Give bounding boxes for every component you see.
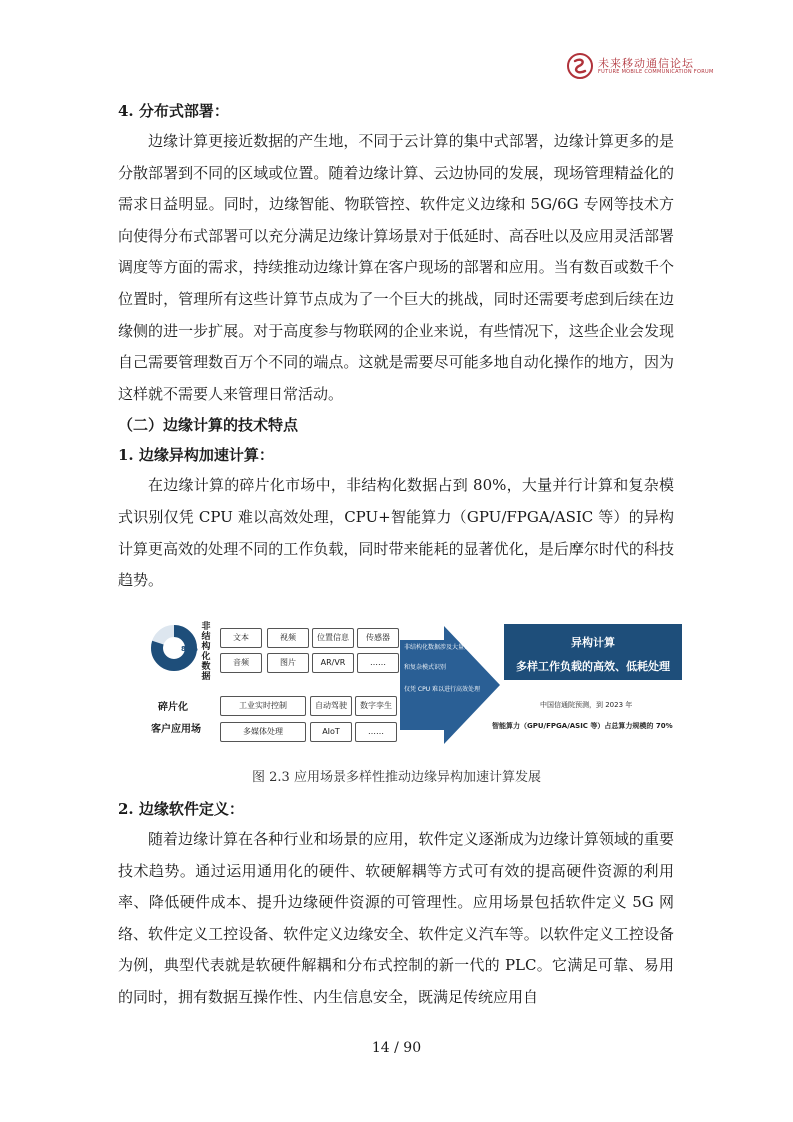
forum-logo-icon [566, 52, 594, 80]
logo-english-name: FUTURE MOBILE COMMUNICATION FORUM [598, 69, 714, 75]
paragraph-heterogeneous-computing: 在边缘计算的碎片化市场中，非结构化数据占到 80%，大量并行计算和复杂模式识别仅凭 CPU 难以高效处理，CPU+智能算力（GPU/FPGA/ASIC 等）的异构计算更高效的处理不同的工作负载，同时带来能耗的显著优化，是后摩尔时代的科技趋势。 [118, 476, 674, 590]
box-text: 文本 [220, 628, 262, 648]
main-content [118, 96, 674, 597]
box-video: 视频 [267, 628, 309, 648]
box-aiot: AIoT [310, 722, 352, 742]
prediction-line-2: 智能算力（GPU/FPGA/ASIC 等）占总算力规模的 70% [492, 722, 673, 730]
customer-scenario-label: 客户应用场 [151, 724, 201, 735]
box-image: 图片 [267, 653, 309, 673]
box-digital-twin: 数字孪生 [355, 696, 397, 716]
box-sensor: 传感器 [357, 628, 399, 648]
figure-heterogeneous-computing [148, 620, 688, 750]
box-multimedia: 多媒体处理 [220, 722, 306, 742]
heading-distributed-deployment: 4. 分布式部署： [118, 102, 229, 120]
unstructured-data-label: 非结构化数据 [201, 622, 211, 682]
arrow-text-3: 仅凭 CPU 难以进行高效处理 [404, 686, 481, 693]
fragmented-label: 碎片化 [158, 702, 188, 713]
heading-heterogeneous-computing: 1. 边缘异构加速计算： [118, 446, 274, 465]
box-more-bottom: …… [355, 722, 397, 742]
main-content-continued [118, 794, 674, 1014]
box-ar-vr: AR/VR [312, 653, 354, 673]
donut-percent-label: 80% [181, 645, 198, 653]
paragraph-distributed-deployment: 边缘计算更接近数据的产生地，不同于云计算的集中式部署，边缘计算更多的是分散部署到不同的区域或位置。随着边缘计算、云边协同的发展，现场管理精益化的需求日益明显。同时，边缘智能、物联管控、软件定义边缘和 5G/6G 专网等技术方向使得分布式部署可以充分满足边缘计算场景对于低延时、高吞吐以及应用灵活部署调度等方面的需求，持续推动边缘计算在客户现场的部署和应用。当有数百或数千个位置时，管理所有这些计算节点成为了一个巨大的挑战，同时还需要考虑到后续在边缘侧的进一步扩展。对于高度参与物联网的企业来说，有些情况下，这些企业会发现自己需要管理数百万个不同的端点。这就是需要尽可能多地自动化操作的地方，因为这样就不需要人来管理日常活动。 [118, 132, 674, 403]
box-more-top: …… [357, 653, 399, 673]
heading-tech-features: （二）边缘计算的技术特点 [118, 416, 299, 435]
paragraph-software-defined-edge: 随着边缘计算在各种行业和场景的应用，软件定义逐渐成为边缘计算领域的重要技术趋势。通过运用通用化的硬件、软硬解耦等方式可有效的提高硬件资源的利用率、降低硬件成本、提升边缘硬件资源的可管理性。应用场景包括软件定义 5G 网络、软件定义工控设备、软件定义边缘安全、软件定义汽车等。以软件定义工控设备为例，典型代表就是软硬件解耦和分布式控制的新一代的 PLC。它满足可靠、易用的同时，拥有数据互操作性、内生信息安全，既满足传统应用自 [118, 830, 674, 1006]
heading-software-defined-edge: 2. 边缘软件定义： [118, 800, 244, 818]
prediction-line-1: 中国信通院预测，到 2023 年 [540, 701, 633, 709]
box-industrial-control: 工业实时控制 [220, 696, 306, 716]
logo-chinese-name: 未来移动通信论坛 [598, 57, 694, 70]
arrow-text-2: 和复杂模式识别 [404, 664, 447, 671]
page-number: 14 / 90 [371, 1040, 422, 1056]
box-audio: 音频 [220, 653, 262, 673]
figure-caption: 图 2.3 应用场景多样性推动边缘异构加速计算发展 [252, 770, 541, 785]
result-subtitle: 多样工作负载的高效、低耗处理 [516, 660, 670, 673]
heterogeneous-computing-box [504, 624, 682, 680]
box-autonomous-driving: 自动驾驶 [310, 696, 352, 716]
result-title: 异构计算 [571, 636, 615, 649]
arrow-text-1: 非结构化数据涉及大量并行计算 [404, 644, 489, 651]
forum-logo [566, 52, 714, 82]
box-location: 位置信息 [312, 628, 354, 648]
